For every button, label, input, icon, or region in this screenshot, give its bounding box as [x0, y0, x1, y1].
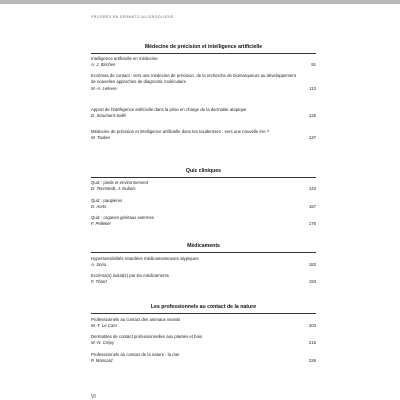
section-rule — [91, 53, 316, 54]
entry-title: Quiz : pieds et environnement — [91, 180, 149, 185]
entry-author: M.-A. Lefevre — [91, 85, 117, 91]
entry-page: 125 — [308, 113, 316, 119]
entry-title: Intelligence artificielle en médecine — [91, 56, 158, 61]
entry-title: Quiz : paupières — [91, 198, 123, 203]
entry-title: Dermatites de contact professionnelles aux plantes et bois — [91, 334, 203, 339]
entry-title: Professionnels au contact de la nature : la mer — [91, 352, 180, 357]
entry-author: D. Aerts — [91, 204, 107, 210]
entry-title: Apport de l'intelligence artificielle dans la prise en charge de la dermatite atopique — [91, 107, 247, 112]
entry-page: 183 — [308, 262, 316, 268]
entry-page: 113 — [309, 85, 316, 91]
entry-page: 176 — [308, 221, 316, 227]
toc-entry[interactable] — [91, 215, 316, 228]
entry-page: 203 — [308, 323, 316, 329]
entry-page: 193 — [308, 279, 316, 285]
entry-page: 215 — [308, 340, 316, 346]
entry-author: P. Mansard — [91, 358, 113, 364]
section-title: Médicaments — [187, 243, 220, 249]
entry-author: A. J. Birchen — [91, 62, 116, 68]
toc-entry[interactable] — [91, 317, 316, 330]
entry-author: F. Pelletier — [91, 221, 111, 227]
entry-author: D. Tennstedt, J. Dubois — [91, 186, 136, 192]
entry-title: Eczémas de contact : vers une médecine de précision, de la recherche de biomarqueurs au développement de nouvelles approches de diagnostic moléculaire — [91, 73, 296, 85]
top-color-band — [0, 0, 400, 4]
section-title: Médecine de précision et intelligence artificielle — [144, 44, 263, 50]
section-title: Les professionnels au contact de la nature — [150, 304, 257, 310]
entry-author: F. Tétart — [91, 279, 107, 285]
section-rule — [91, 177, 316, 178]
entry-page: 226 — [308, 358, 316, 364]
entry-title: Médecine de précision et intelligence artificielle dans les toxidermies : vers une nouvelle ère ? — [91, 129, 270, 134]
entry-title: Hypersensibilités retardées médicamenteuses atypiques — [91, 256, 199, 261]
toc-entry[interactable] — [91, 73, 316, 92]
entry-page: 91 — [311, 62, 316, 68]
page-number: VI — [91, 394, 96, 400]
entry-page: 143 — [308, 186, 316, 192]
entry-author: A. Soria — [91, 262, 107, 268]
toc-entry[interactable] — [91, 352, 316, 365]
entry-author: M.-T. Le Cam — [91, 323, 117, 329]
entry-title: Professionnels au contact des animaux vivants — [91, 317, 181, 322]
entry-page: 137 — [308, 135, 316, 141]
toc-entry[interactable] — [91, 198, 316, 211]
toc-entry[interactable] — [91, 273, 316, 286]
entry-title: Eczéma(s) induit(s) par les médicaments — [91, 273, 169, 278]
section-rule — [91, 252, 316, 253]
toc-entry[interactable] — [91, 334, 316, 347]
entry-title: Quiz : organes génitaux externes — [91, 215, 155, 220]
entry-author: M. Tauber — [91, 135, 111, 141]
toc-entry[interactable] — [91, 180, 316, 193]
running-head: PROGRÈS EN DERMATO-ALLERGOLOGIE — [91, 15, 174, 19]
toc-entry[interactable] — [91, 107, 316, 120]
entry-author: D. Staumont-Sallé — [91, 113, 126, 119]
entry-author: M.-N. Crépy — [91, 340, 115, 346]
section-rule — [91, 313, 316, 314]
toc-entry[interactable] — [91, 129, 316, 142]
section-title: Quiz cliniques — [185, 168, 222, 174]
toc-entry[interactable] — [91, 256, 316, 269]
toc-entry[interactable] — [91, 56, 316, 69]
entry-page: 157 — [308, 204, 316, 210]
